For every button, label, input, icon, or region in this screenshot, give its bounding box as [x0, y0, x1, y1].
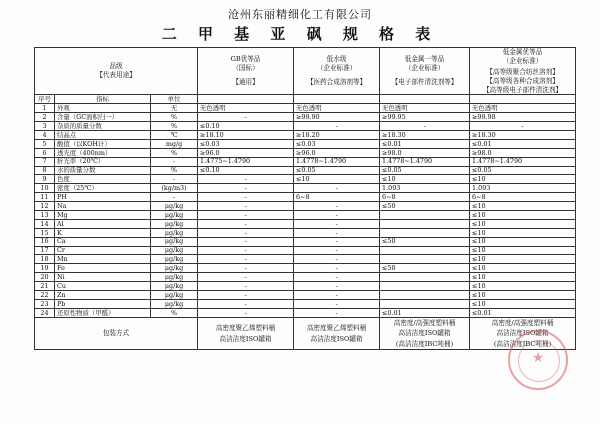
spec-value: -: [198, 308, 294, 317]
row-item: Cu: [55, 282, 151, 291]
row-item: 还原性物质（甲醛）: [55, 308, 151, 317]
row-item: 杂质的质量分数: [55, 122, 151, 131]
packaging-line: 高密度/高强度塑料桶: [491, 318, 554, 327]
spec-value: ≥96.0: [294, 148, 380, 157]
spec-value: ≤10: [470, 299, 576, 308]
row-unit: (kg/m3): [151, 184, 198, 193]
row-unit: μg/kg: [151, 273, 198, 282]
spec-value: 1.4778~1.4790: [470, 157, 576, 166]
spec-value: -: [294, 228, 380, 237]
table-row: [35, 184, 576, 193]
grade-label-cell: [35, 48, 198, 95]
row-item: 折光率（20℃）: [55, 157, 151, 166]
row-number: 3: [35, 122, 55, 131]
packaging-line: 高洁洁度ISO罐箱: [219, 334, 272, 343]
row-number: 5: [35, 139, 55, 148]
spec-value: ≥18.10: [198, 131, 294, 140]
spec-value: ≤10: [470, 211, 576, 220]
spec-value: -: [198, 291, 294, 300]
spec-value: ≤50: [380, 202, 470, 211]
spec-value: 1.4778~1.4790: [294, 157, 380, 166]
spec-value: ≤0.05: [294, 166, 380, 175]
packaging-label: 包装方式: [35, 317, 198, 350]
row-number: 11: [35, 193, 55, 202]
spec-value: 1.093: [470, 184, 576, 193]
grade-name: GB优等品: [230, 55, 261, 64]
row-item: PH: [55, 193, 151, 202]
spec-value: -: [294, 273, 380, 282]
spec-value: [380, 255, 470, 264]
spec-value: -: [198, 237, 294, 246]
spec-value: -: [294, 202, 380, 211]
spec-value: [380, 273, 470, 282]
spec-value: -: [294, 219, 380, 228]
packaging-line: (高洁洁度IBC吨桶): [493, 339, 552, 348]
spec-value: ≥18.30: [380, 131, 470, 140]
grade-use: 【通用】: [232, 78, 259, 87]
packaging-line: 高密度聚乙烯塑料桶: [215, 323, 276, 332]
row-unit: -: [151, 157, 198, 166]
spec-value: -: [198, 246, 294, 255]
spec-value: ≤10: [470, 175, 576, 184]
spec-value: [380, 211, 470, 220]
spec-value: ≤10: [380, 175, 470, 184]
row-item: 外观: [55, 104, 151, 113]
row-number: 21: [35, 282, 55, 291]
row-number: 17: [35, 246, 55, 255]
packaging-line: 高洁洁度ISO罐箱: [398, 329, 451, 338]
packaging-line: (高洁洁度IBC吨桶): [395, 339, 454, 348]
use-label: 【代表用途】: [96, 71, 136, 80]
row-number: 15: [35, 228, 55, 237]
spec-value: ≥96.0: [198, 148, 294, 157]
row-unit: μg/kg: [151, 211, 198, 220]
spec-value: -: [198, 264, 294, 273]
spec-value: [380, 299, 470, 308]
grade-cell-low-metal-premium: [470, 48, 576, 95]
row-number: 24: [35, 308, 55, 317]
spec-value: -: [294, 211, 380, 220]
spec-value: ≤50: [380, 237, 470, 246]
row-number: 13: [35, 211, 55, 220]
row-unit: μg/kg: [151, 291, 198, 300]
spec-value: -: [198, 193, 294, 202]
spec-value: ≥99.90: [294, 113, 380, 122]
table-row: [35, 308, 576, 317]
table-row: [35, 139, 576, 148]
spec-value: -: [198, 255, 294, 264]
spec-value: -: [294, 184, 380, 193]
spec-value: ≤50: [380, 264, 470, 273]
row-unit: ℃: [151, 131, 198, 140]
packaging-line: 高密度聚乙烯塑料桶: [306, 323, 367, 332]
row-unit: μg/kg: [151, 255, 198, 264]
spec-value: ≥18.30: [470, 131, 576, 140]
row-item: 含量（GC面积归一）: [55, 113, 151, 122]
row-number: 9: [35, 175, 55, 184]
row-number: 18: [35, 255, 55, 264]
spec-value: ≥98.0: [470, 148, 576, 157]
row-item: 酸值（以KOH计）: [55, 139, 151, 148]
spec-value: ≤10: [470, 219, 576, 228]
spec-value: ≤0.01: [470, 139, 576, 148]
row-unit: %: [151, 166, 198, 175]
row-unit: 无: [151, 104, 198, 113]
spec-value: 无色透明: [294, 104, 380, 113]
spec-value: 无色透明: [198, 104, 294, 113]
row-number: 19: [35, 264, 55, 273]
row-unit: %: [151, 148, 198, 157]
row-item: Mn: [55, 255, 151, 264]
table-row: [35, 175, 576, 184]
row-item: Ni: [55, 273, 151, 282]
packaging-cell: [380, 317, 470, 350]
spec-value: ≤10: [470, 202, 576, 211]
row-number: 23: [35, 299, 55, 308]
spec-value: ≤0.10: [198, 122, 294, 131]
spec-value: [380, 282, 470, 291]
spec-value: 1.093: [380, 184, 470, 193]
row-unit: -: [151, 175, 198, 184]
company-name: 沧州东丽精细化工有限公司: [228, 8, 372, 21]
row-unit: μg/kg: [151, 246, 198, 255]
row-unit: mg/g: [151, 139, 198, 148]
row-number: 10: [35, 184, 55, 193]
grade-standard: （企业标准）: [502, 56, 543, 65]
grade-use: 【高等级聚合纺丝溶剂】: [486, 67, 559, 76]
spec-value: ≤10: [470, 264, 576, 273]
table-row: [35, 193, 576, 202]
row-number: 6: [35, 148, 55, 157]
row-number: 16: [35, 237, 55, 246]
grade-standard: （企业标准）: [404, 64, 445, 73]
spec-value: -: [294, 291, 380, 300]
row-unit: μg/kg: [151, 219, 198, 228]
grade-use: 【电子部件清洗剂等】: [391, 78, 458, 87]
spec-value: -: [198, 113, 294, 122]
row-unit: μg/kg: [151, 237, 198, 246]
row-item: K: [55, 228, 151, 237]
spec-value: 6~8: [470, 193, 576, 202]
grade-cell-low-metal-first: [380, 48, 470, 95]
table-row: [35, 228, 576, 237]
spec-value: -: [294, 246, 380, 255]
packaging-cell: [294, 317, 380, 350]
spec-value: ≥98.0: [380, 148, 470, 157]
row-number: 1: [35, 104, 55, 113]
spec-value: ≤10: [470, 273, 576, 282]
spec-value: -: [294, 122, 380, 131]
spec-value: -: [198, 228, 294, 237]
spec-value: ≤10: [470, 228, 576, 237]
row-item: 透光度（400nm）: [55, 148, 151, 157]
spec-value: 1.4775~1.4790: [198, 157, 294, 166]
packaging-row: [35, 317, 576, 350]
spec-value: -: [198, 299, 294, 308]
spec-value: ≤10: [470, 255, 576, 264]
grade-use: 【高等级电子部件清洗剂】: [482, 85, 563, 94]
row-item: Mg: [55, 211, 151, 220]
spec-value: -: [294, 308, 380, 317]
packaging-line: 高洁洁度ISO罐箱: [310, 334, 363, 343]
spec-value: -: [198, 184, 294, 193]
document-title: 二 甲 基 亚 砜 规 格 表: [161, 25, 439, 43]
spec-value: ≥99.95: [380, 113, 470, 122]
spec-value: -: [198, 282, 294, 291]
spec-value: ≥18.20: [294, 131, 380, 140]
spec-value: ≤0.05: [470, 166, 576, 175]
row-item: Fe: [55, 264, 151, 273]
row-unit: μg/kg: [151, 202, 198, 211]
spec-value: ≤10: [470, 246, 576, 255]
spec-value: ≤10: [294, 175, 380, 184]
table-row: [35, 157, 576, 166]
table-row: [35, 113, 576, 122]
spec-value: -: [198, 219, 294, 228]
spec-value: 无色透明: [380, 104, 470, 113]
table-row: [35, 282, 576, 291]
spec-value: -: [380, 122, 470, 131]
row-number: 22: [35, 291, 55, 300]
row-item: 密度（25℃）: [55, 184, 151, 193]
specification-table: [34, 47, 576, 350]
grade-standard: （企业标准）: [316, 64, 357, 73]
spec-value: ≤0.03: [294, 139, 380, 148]
spec-value: -: [198, 273, 294, 282]
table-row: [35, 299, 576, 308]
table-row: [35, 202, 576, 211]
row-unit: %: [151, 122, 198, 131]
grade-name: 低水级: [326, 55, 347, 64]
table-row: [35, 255, 576, 264]
spec-value: 1.4778~1.4790: [380, 157, 470, 166]
grade-name: 低金属一等品: [404, 55, 445, 64]
row-number: 12: [35, 202, 55, 211]
spec-value: ≤0.10: [198, 166, 294, 175]
col-header-unit: 单位: [151, 95, 198, 104]
table-row: [35, 246, 576, 255]
spec-value: -: [198, 202, 294, 211]
spec-value: ≤0.01: [470, 308, 576, 317]
table-row: [35, 131, 576, 140]
col-header-item: 指标: [55, 95, 151, 104]
row-item: Pb: [55, 299, 151, 308]
row-item: Al: [55, 219, 151, 228]
column-header-row: [35, 95, 576, 104]
table-row: [35, 148, 576, 157]
table-row: [35, 122, 576, 131]
spec-value: -: [294, 255, 380, 264]
spec-value: [380, 228, 470, 237]
spec-value: ≤10: [470, 291, 576, 300]
row-item: Cr: [55, 246, 151, 255]
row-unit: μg/kg: [151, 282, 198, 291]
spec-value: -: [294, 299, 380, 308]
grade-cell-low-water: [294, 48, 380, 95]
grade-cell-gb: [198, 48, 294, 95]
table-row: [35, 237, 576, 246]
spec-value: [380, 291, 470, 300]
packaging-line: 高密度/高强度塑料桶: [393, 318, 456, 327]
row-number: 8: [35, 166, 55, 175]
row-item: 结晶点: [55, 131, 151, 140]
spec-value: [380, 246, 470, 255]
spec-value: -: [198, 211, 294, 220]
spec-value: ≤0.05: [380, 166, 470, 175]
row-number: 14: [35, 219, 55, 228]
row-unit: -: [151, 193, 198, 202]
row-unit: %: [151, 113, 198, 122]
spec-value: -: [294, 237, 380, 246]
spec-value: ≤10: [470, 282, 576, 291]
table-row: [35, 166, 576, 175]
grade-use: 【高等级各种合成溶剂】: [486, 76, 559, 85]
grade-name: 低金属优等品: [502, 48, 543, 56]
spec-value: ≤0.03: [198, 139, 294, 148]
spec-value: ≤10: [470, 237, 576, 246]
spec-value: -: [470, 122, 576, 131]
row-number: 2: [35, 113, 55, 122]
table-row: [35, 211, 576, 220]
col-header-no: 序号: [35, 95, 55, 104]
spec-value: -: [198, 175, 294, 184]
table-row: [35, 291, 576, 300]
table-row: [35, 219, 576, 228]
grade-label: 品级: [109, 62, 123, 71]
spec-value: -: [294, 264, 380, 273]
row-item: 色度: [55, 175, 151, 184]
row-number: 7: [35, 157, 55, 166]
company-seal: ★: [508, 330, 568, 390]
spec-value: 6~8: [380, 193, 470, 202]
row-item: Na: [55, 202, 151, 211]
table-row: [35, 264, 576, 273]
packaging-line: 高洁洁度ISO罐箱: [496, 329, 549, 338]
spec-value: [380, 219, 470, 228]
row-unit: %: [151, 308, 198, 317]
row-unit: μg/kg: [151, 264, 198, 273]
row-item: Ca: [55, 237, 151, 246]
table-row: [35, 104, 576, 113]
row-unit: μg/kg: [151, 299, 198, 308]
spec-value: 无色透明: [470, 104, 576, 113]
table-row: [35, 273, 576, 282]
spec-value: -: [294, 282, 380, 291]
spec-value: ≥99.98: [470, 113, 576, 122]
spec-value: ≤0.01: [380, 308, 470, 317]
packaging-cell: [198, 317, 294, 350]
row-item: 水的质量分数: [55, 166, 151, 175]
row-number: 20: [35, 273, 55, 282]
grade-use: 【医药合成溶剂等】: [306, 78, 367, 87]
row-item: Zn: [55, 291, 151, 300]
grade-header-row: [35, 48, 576, 95]
row-unit: μg/kg: [151, 228, 198, 237]
grade-standard: （国标）: [232, 64, 259, 73]
spec-value: ≤0.01: [380, 139, 470, 148]
spec-value: 6~8: [294, 193, 380, 202]
row-number: 4: [35, 131, 55, 140]
